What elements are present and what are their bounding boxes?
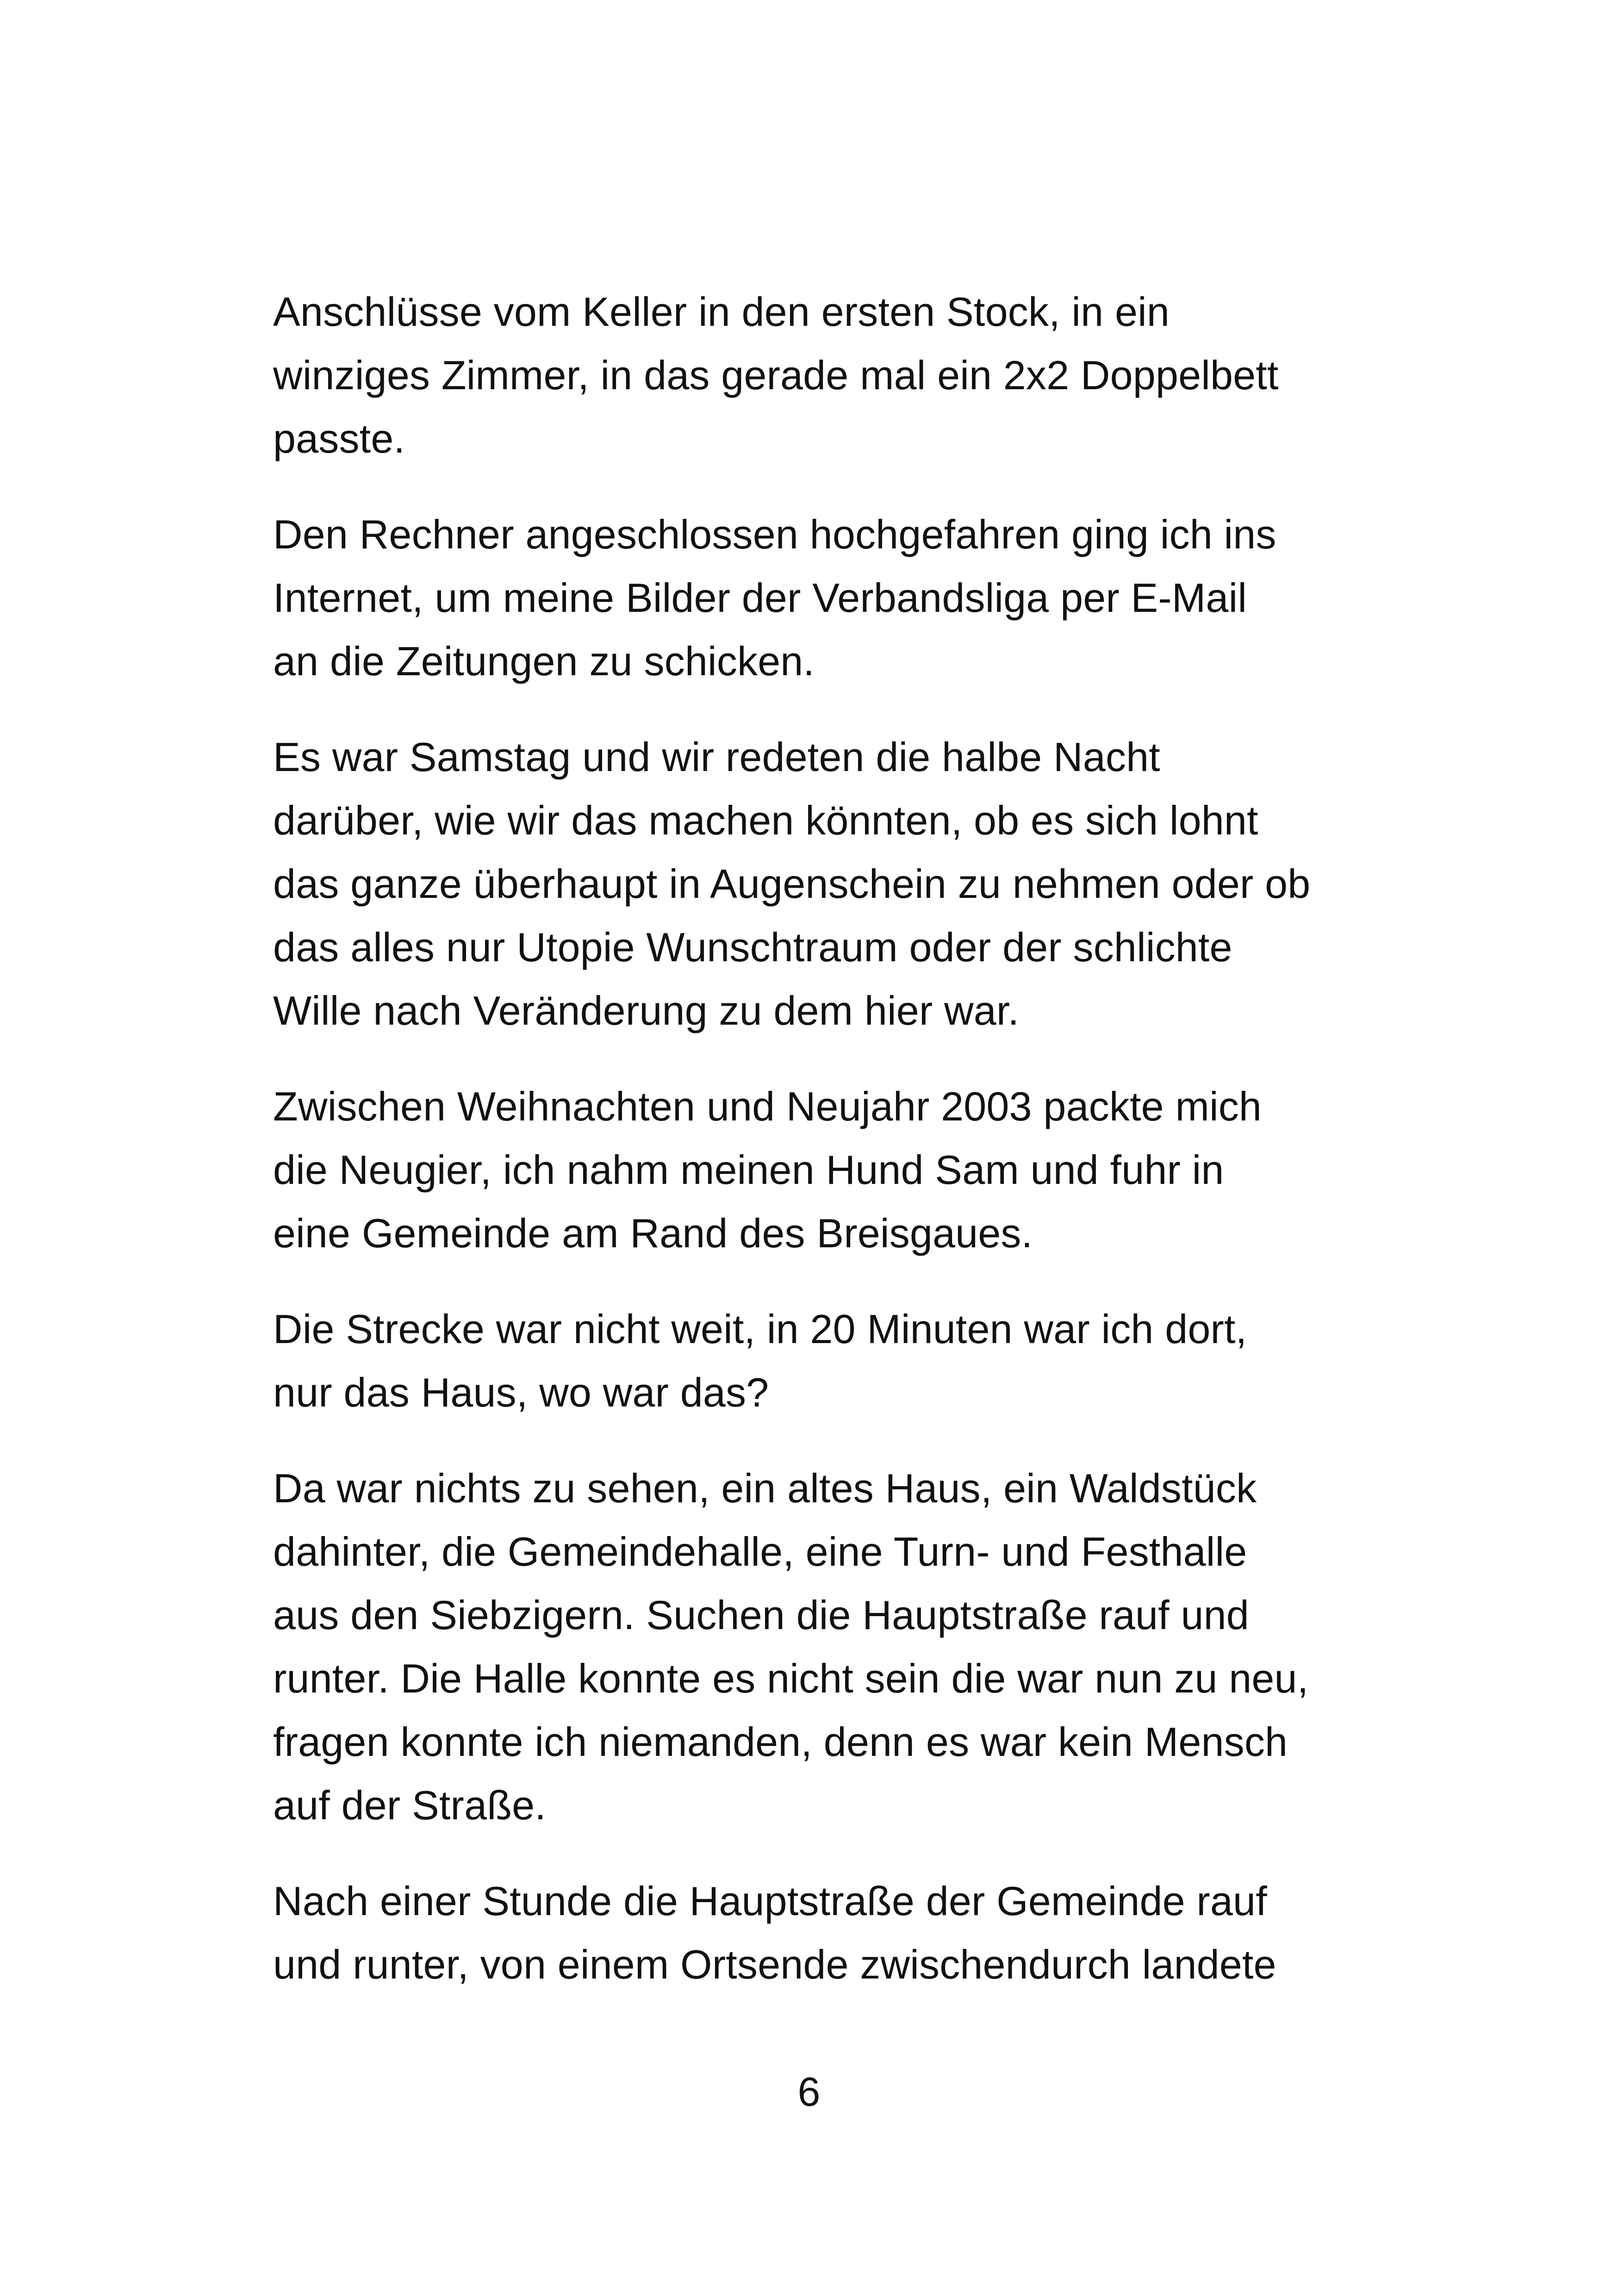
paragraph-5: Die Strecke war nicht weit, in 20 Minuten war ich dort, nur das Haus, wo war das?: [273, 1306, 1247, 1415]
paragraph-1: Anschlüsse vom Keller in den ersten Stock, in ein winziges Zimmer, in das gerade mal ein 2x2 Doppelbett passte.: [273, 289, 1279, 461]
paragraph-2: Den Rechner angeschlossen hochgefahren ging ich ins Internet, um meine Bilder der Verbandsliga per E-Mail an die Zeitungen zu schicken.: [273, 511, 1276, 684]
paragraph-4: Zwischen Weihnachten und Neujahr 2003 packte mich die Neugier, ich nahm meinen Hund Sam und fuhr in eine Gemeinde am Rand des Breisgaues.: [273, 1083, 1262, 1256]
body-text: [273, 280, 1384, 2028]
paragraph-3: Es war Samstag und wir redeten die halbe Nacht darüber, wie wir das machen könnten, ob es sich lohnt das ganze überhaupt in Augenschein zu nehmen oder ob das alles nur Utopie Wunschtraum oder der schlichte Wille nach Veränderung zu dem hier war.: [273, 734, 1311, 1033]
page-number: 6: [797, 2069, 821, 2115]
paragraph-7: Nach einer Stunde die Hauptstraße der Gemeinde rauf und runter, von einem Ortsende zwischendurch landete: [273, 1878, 1276, 1987]
paragraph-6: Da war nichts zu sehen, ein altes Haus, ein Waldstück dahinter, die Gemeindehalle, eine Turn- und Festhalle aus den Siebzigern. Suchen die Hauptstraße rauf und runter. Die Halle konnte es nicht sein die war nun zu neu, fragen konnte ich niemanden, denn es war kein Mensch auf der Straße.: [273, 1465, 1309, 1828]
